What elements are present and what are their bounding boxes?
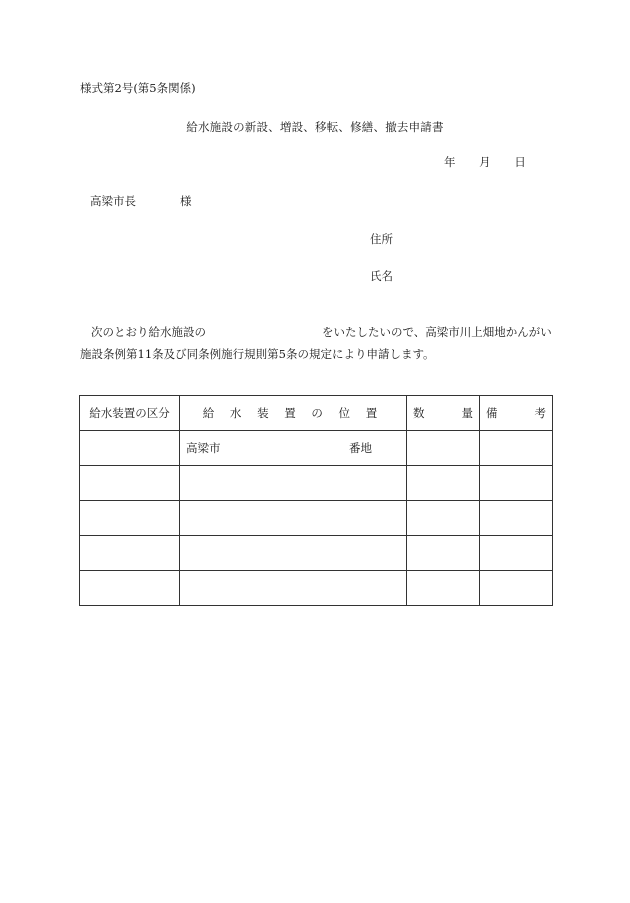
location-suffix: 番地 xyxy=(349,441,372,455)
quantity-cell[interactable] xyxy=(407,431,480,466)
header-category: 給水装置の区分 xyxy=(80,396,180,431)
date-month-label: 月 xyxy=(479,155,491,169)
table-row xyxy=(80,466,553,501)
table-header-row xyxy=(80,396,553,431)
applicant-name-label: 氏名 xyxy=(370,269,393,283)
table-row xyxy=(80,501,553,536)
header-quantity xyxy=(407,396,480,431)
form-number: 様式第2号(第5条関係) xyxy=(80,81,196,95)
header-location: 給 水 装 置 の 位 置 xyxy=(180,396,407,431)
table-row xyxy=(80,431,553,466)
date-day-label: 日 xyxy=(514,155,526,169)
remarks-cell[interactable] xyxy=(480,501,553,536)
category-cell[interactable] xyxy=(80,571,180,606)
remarks-cell[interactable] xyxy=(480,536,553,571)
category-cell[interactable] xyxy=(80,536,180,571)
quantity-cell[interactable] xyxy=(407,501,480,536)
location-cell[interactable] xyxy=(180,431,407,466)
addressee xyxy=(90,193,192,209)
header-remarks-left: 備 xyxy=(486,406,498,420)
location-cell[interactable] xyxy=(180,501,407,536)
location-cell[interactable] xyxy=(180,466,407,501)
quantity-cell[interactable] xyxy=(407,536,480,571)
category-cell[interactable] xyxy=(80,501,180,536)
remarks-cell[interactable] xyxy=(480,466,553,501)
table-row xyxy=(80,536,553,571)
header-remarks-right: 考 xyxy=(534,406,546,420)
statement-part-2: をいたしたいので、高梁市川上畑地かんがい施設条例第11条及び同条例施行規則第5条の規定により申請します。 xyxy=(80,325,552,361)
application-table xyxy=(79,395,553,606)
quantity-cell[interactable] xyxy=(407,571,480,606)
category-cell[interactable] xyxy=(80,431,180,466)
application-statement xyxy=(80,321,560,365)
header-quantity-left: 数 xyxy=(413,406,425,420)
header-remarks xyxy=(480,396,553,431)
addressee-name: 高梁市長 xyxy=(90,194,136,208)
document-title: 給水施設の新設、増設、移転、修繕、撤去申請書 xyxy=(186,120,444,134)
date-line xyxy=(444,154,526,170)
location-cell[interactable] xyxy=(180,571,407,606)
statement-part-1: 次のとおり給水施設の xyxy=(91,325,206,339)
location-prefix: 高梁市 xyxy=(186,441,221,455)
date-year-label: 年 xyxy=(444,155,456,169)
addressee-honorific: 様 xyxy=(180,194,192,208)
remarks-cell[interactable] xyxy=(480,571,553,606)
applicant-address-label: 住所 xyxy=(370,232,393,246)
table-row xyxy=(80,571,553,606)
quantity-cell[interactable] xyxy=(407,466,480,501)
category-cell[interactable] xyxy=(80,466,180,501)
header-quantity-right: 量 xyxy=(461,406,473,420)
remarks-cell[interactable] xyxy=(480,431,553,466)
location-cell[interactable] xyxy=(180,536,407,571)
